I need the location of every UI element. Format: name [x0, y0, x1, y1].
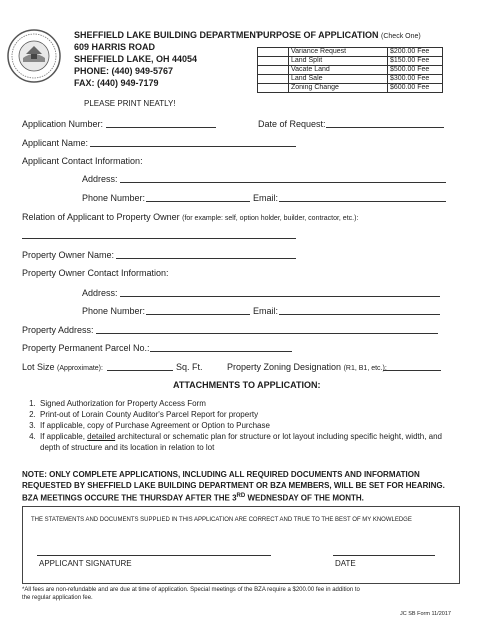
- purpose-title: [257, 30, 421, 40]
- attachment-item-4-underlined: detailed: [87, 432, 116, 441]
- attachment-item-4-post: architectural or schematic plan for structure or lot layout including specific height, width, and depth of structure and its location in relation to lot: [40, 432, 442, 452]
- owner-email-field[interactable]: [279, 314, 440, 315]
- owner-address-label: Address:: [82, 288, 118, 298]
- note-line-2: REQUESTED BY SHEFFIELD LAKE BUILDING DEPARTMENT OR BZA MEMBERS, WILL BE SET FOR HEARING.: [22, 480, 445, 490]
- relation-field[interactable]: [22, 238, 296, 239]
- purpose-type: Land Split: [289, 57, 388, 66]
- purpose-row: [258, 48, 443, 57]
- owner-contact-label: Property Owner Contact Information:: [22, 268, 169, 278]
- owner-name-field[interactable]: [116, 258, 296, 259]
- applicant-email-label: Email:: [253, 193, 279, 203]
- applicant-phone-label: Phone Number:: [82, 193, 146, 203]
- signature-field[interactable]: [37, 555, 271, 556]
- applicant-name-label: Applicant Name:: [22, 138, 89, 148]
- lot-size-label-text: Lot Size: [22, 362, 55, 372]
- relation-label: [22, 212, 358, 222]
- purpose-fee: $500.00 Fee: [388, 66, 443, 75]
- zoning-label: [227, 362, 387, 372]
- purpose-subtitle: (Check One): [381, 33, 421, 40]
- purpose-fee: $300.00 Fee: [388, 75, 443, 84]
- city-seal: [6, 28, 62, 84]
- zoning-note: (R1, B1, etc.):: [343, 365, 387, 372]
- application-number-field[interactable]: [106, 127, 216, 128]
- date-label: DATE: [335, 559, 356, 568]
- date-of-request-label: Date of Request:: [258, 119, 326, 129]
- fees-note-2: the regular application fee.: [22, 595, 93, 601]
- completion-note: [22, 470, 462, 504]
- applicant-email-field[interactable]: [279, 201, 446, 202]
- parcel-number-label: Property Permanent Parcel No.:: [22, 343, 150, 353]
- lot-size-note: (Approximate):: [57, 365, 103, 372]
- note-line-1: NOTE: ONLY COMPLETE APPLICATIONS, INCLUDING ALL REQUIRED DOCUMENTS AND INFORMATION: [22, 470, 420, 479]
- applicant-name-field[interactable]: [90, 146, 296, 147]
- parcel-number-field[interactable]: [150, 351, 292, 352]
- purpose-type: Zoning Change: [289, 84, 388, 93]
- lot-size-field[interactable]: [107, 370, 173, 371]
- signature-label: APPLICANT SIGNATURE: [39, 559, 132, 568]
- purpose-type: Variance Request: [289, 48, 388, 57]
- date-field[interactable]: [333, 555, 435, 556]
- relation-label-text: Relation of Applicant to Property Owner: [22, 212, 180, 222]
- purpose-table: [257, 47, 443, 93]
- form-id: JC SB Form 11/2017: [400, 611, 451, 617]
- signature-box: [22, 506, 460, 584]
- note-line-3-pre: BZA MEETINGS OCCURE THE THURSDAY AFTER THE 3: [22, 493, 237, 503]
- date-of-request-field[interactable]: [326, 127, 444, 128]
- owner-name-label: Property Owner Name:: [22, 250, 115, 260]
- purpose-fee: $150.00 Fee: [388, 57, 443, 66]
- signature-statement: THE STATEMENTS AND DOCUMENTS SUPPLIED IN THIS APPLICATION ARE CORRECT AND TRUE TO THE BEST OF MY KNOWLEDGE: [31, 517, 412, 523]
- note-line-3: [22, 491, 462, 504]
- zoning-field[interactable]: [383, 370, 441, 371]
- purpose-fee: $600.00 Fee: [388, 84, 443, 93]
- property-address-field[interactable]: [96, 333, 438, 334]
- purpose-row: [258, 57, 443, 66]
- attachments-title: ATTACHMENTS TO APPLICATION:: [173, 380, 321, 390]
- lot-size-label: [22, 362, 103, 372]
- relation-example: (for example: self, option holder, builder, contractor, etc.):: [182, 215, 359, 222]
- attachments-list: [22, 398, 463, 453]
- purpose-checkbox[interactable]: [258, 75, 289, 84]
- applicant-phone-field[interactable]: [146, 201, 250, 202]
- purpose-row: [258, 84, 443, 93]
- department-address: 609 HARRIS ROAD: [74, 42, 156, 52]
- print-neatly-note: PLEASE PRINT NEATLY!: [84, 99, 176, 108]
- note-line-3-post: WEDNESDAY OF THE MONTH.: [245, 493, 364, 503]
- application-number-label: Application Number:: [22, 119, 104, 129]
- attachment-item: [38, 431, 463, 453]
- department-fax: FAX: (440) 949-7179: [74, 78, 159, 88]
- purpose-checkbox[interactable]: [258, 57, 289, 66]
- purpose-type: Vacate Land: [289, 66, 388, 75]
- purpose-row: [258, 75, 443, 84]
- fees-note: *All fees are non-refundable and are due at time of application. Special meetings of the BZA require a $200.00 fee in addition to: [22, 587, 360, 593]
- purpose-checkbox[interactable]: [258, 48, 289, 57]
- attachment-item: 2. Print-out of Lorain County Auditor's Parcel Report for property: [38, 409, 463, 420]
- purpose-row: [258, 66, 443, 75]
- owner-email-label: Email:: [253, 306, 279, 316]
- note-line-3-sup: RD: [236, 493, 246, 499]
- purpose-checkbox[interactable]: [258, 66, 289, 75]
- purpose-fee: $200.00 Fee: [388, 48, 443, 57]
- applicant-address-label: Address:: [82, 174, 118, 184]
- purpose-title-text: PURPOSE OF APPLICATION: [257, 30, 379, 40]
- attachment-item: 1. Signed Authorization for Property Access Form: [38, 398, 463, 409]
- applicant-address-field[interactable]: [120, 182, 446, 183]
- department-city: SHEFFIELD LAKE, OH 44054: [74, 54, 198, 64]
- purpose-checkbox[interactable]: [258, 84, 289, 93]
- attachment-item-4-pre: If applicable,: [40, 432, 88, 441]
- owner-phone-field[interactable]: [146, 314, 250, 315]
- purpose-type: Land Sale: [289, 75, 388, 84]
- sq-ft-label: Sq. Ft.: [176, 362, 203, 372]
- owner-address-field[interactable]: [120, 296, 440, 297]
- department-name: SHEFFIELD LAKE BUILDING DEPARTMENT: [74, 30, 262, 40]
- owner-phone-label: Phone Number:: [82, 306, 146, 316]
- property-address-label: Property Address:: [22, 325, 94, 335]
- attachment-item: 3. If applicable, copy of Purchase Agreement or Option to Purchase: [38, 420, 463, 431]
- zoning-label-text: Property Zoning Designation: [227, 362, 342, 372]
- department-phone: PHONE: (440) 949-5767: [74, 66, 174, 76]
- applicant-contact-label: Applicant Contact Information:: [22, 156, 143, 166]
